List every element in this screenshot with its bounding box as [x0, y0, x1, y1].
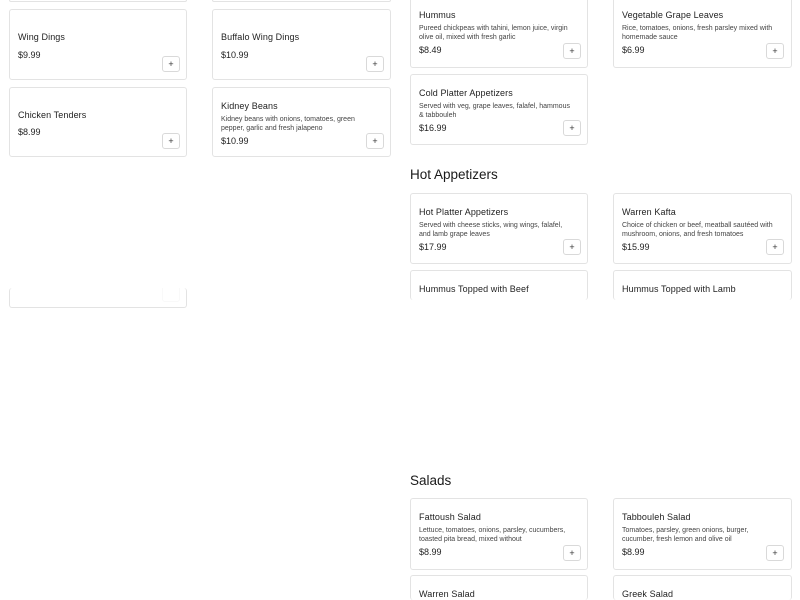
item-price: $8.99 — [18, 127, 41, 137]
add-to-cart-button[interactable] — [563, 545, 581, 561]
add-to-cart-button[interactable] — [563, 43, 581, 59]
item-name: Hummus — [419, 10, 456, 20]
add-to-cart-button[interactable] — [366, 56, 384, 72]
item-price: $10.99 — [221, 50, 249, 60]
plus-icon: + — [569, 122, 575, 133]
menu-item-card-warren-kafta[interactable] — [613, 193, 792, 264]
item-name: Vegetable Grape Leaves — [622, 10, 724, 20]
plus-icon: + — [168, 58, 174, 69]
item-description: Kidney beans with onions, tomatoes, green pepper, garlic and fresh jalapeno — [221, 116, 355, 132]
plus-icon: + — [372, 135, 378, 146]
add-to-cart-button[interactable] — [366, 133, 384, 149]
item-name: Fattoush Salad — [419, 512, 481, 522]
menu-item-card-hot-platter[interactable] — [410, 193, 588, 264]
add-to-cart-button[interactable] — [162, 56, 180, 72]
menu-item-card-wing-dings[interactable] — [9, 9, 187, 80]
plus-icon: + — [772, 547, 778, 558]
plus-icon: + — [372, 58, 378, 69]
item-price: $8.99 — [419, 547, 442, 557]
add-to-cart-button[interactable] — [766, 43, 784, 59]
item-price: $10.99 — [221, 136, 249, 146]
item-name: Tabbouleh Salad — [622, 512, 691, 522]
item-name: Warren Kafta — [622, 207, 676, 217]
item-name: Warren Salad — [419, 589, 475, 599]
item-description: Tomatoes, parsley, green onions, burger, cucumber, fresh lemon and olive oil — [622, 527, 749, 543]
add-to-cart-button[interactable] — [162, 288, 180, 302]
item-name: Kidney Beans — [221, 101, 278, 111]
item-name: Hot Platter Appetizers — [419, 207, 509, 217]
menu-item-card-hummus-beef[interactable] — [410, 270, 588, 300]
item-name: Hummus Topped with Lamb — [622, 284, 736, 294]
menu-item-card-chicken-tenders[interactable] — [9, 87, 187, 157]
menu-item-card-vegetable-grape-leaves[interactable] — [613, 0, 792, 68]
item-price: $8.99 — [622, 547, 645, 557]
menu-item-card-buffalo-wing-dings[interactable] — [212, 9, 391, 80]
plus-icon: + — [772, 45, 778, 56]
menu-item-card-loading — [9, 288, 187, 308]
plus-icon: + — [569, 241, 575, 252]
item-price: $17.99 — [419, 242, 447, 252]
item-description: Pureed chickpeas with tahini, lemon juice, virgin olive oil, mixed with fresh garlic — [419, 25, 568, 41]
item-price: $16.99 — [419, 123, 447, 133]
item-description: Lettuce, tomatoes, onions, parsley, cucumbers, toasted pita bread, mixed without — [419, 527, 566, 543]
add-to-cart-button[interactable] — [766, 239, 784, 255]
menu-item-card-cold-platter[interactable] — [410, 74, 588, 145]
item-name: Hummus Topped with Beef — [419, 284, 529, 294]
menu-item-card[interactable] — [9, 0, 187, 2]
item-name: Chicken Tenders — [18, 110, 87, 120]
menu-item-card-hummus[interactable] — [410, 0, 588, 68]
menu-item-card-warren-salad[interactable] — [410, 575, 588, 600]
section-title-hot-appetizers: Hot Appetizers — [410, 167, 498, 182]
menu-item-card[interactable] — [212, 0, 391, 2]
item-price: $8.49 — [419, 45, 442, 55]
item-name: Wing Dings — [18, 32, 66, 42]
section-title-salads: Salads — [410, 473, 452, 488]
plus-icon: + — [772, 241, 778, 252]
item-price: $15.99 — [622, 242, 650, 252]
plus-icon: + — [569, 45, 575, 56]
item-price: $9.99 — [18, 50, 41, 60]
add-to-cart-button[interactable] — [563, 120, 581, 136]
item-name: Cold Platter Appetizers — [419, 88, 513, 98]
add-to-cart-button[interactable] — [766, 545, 784, 561]
menu-item-card-fattoush-salad[interactable] — [410, 498, 588, 570]
menu-item-card-kidney-beans[interactable] — [212, 87, 391, 157]
plus-icon: + — [569, 547, 575, 558]
menu-item-card-tabbouleh-salad[interactable] — [613, 498, 792, 570]
add-to-cart-button[interactable] — [563, 239, 581, 255]
menu-item-card-hummus-lamb[interactable] — [613, 270, 792, 300]
item-description: Served with veg, grape leaves, falafel, hammous & tabbouleh — [419, 103, 570, 119]
menu-item-card-greek-salad[interactable] — [613, 575, 792, 600]
item-name: Greek Salad — [622, 589, 674, 599]
add-to-cart-button[interactable] — [162, 133, 180, 149]
item-price: $6.99 — [622, 45, 645, 55]
plus-icon: + — [168, 135, 174, 146]
item-name: Buffalo Wing Dings — [221, 32, 300, 42]
item-description: Served with cheese sticks, wing wings, falafel, and lamb grape leaves — [419, 222, 563, 238]
item-description: Rice, tomatoes, onions, fresh parsley mixed with homemade sauce — [622, 25, 773, 41]
item-description: Choice of chicken or beef, meatball sautéed with mushroom, onions, and fresh tomatoes — [622, 222, 773, 238]
